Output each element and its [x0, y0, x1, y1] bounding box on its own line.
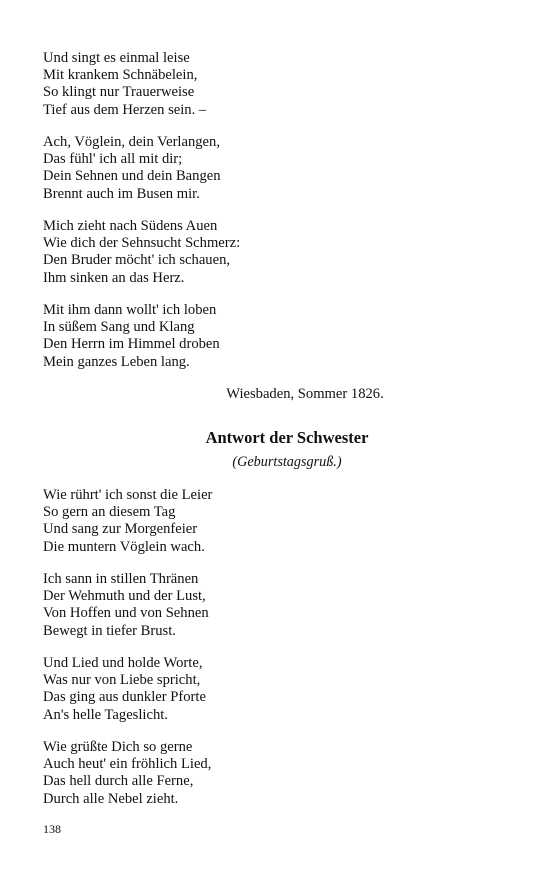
verse-line: Mein ganzes Leben lang. [43, 353, 190, 370]
verse-line: Und Lied und holde Worte, [43, 655, 203, 671]
verse-line: Tief aus dem Herzen sein. – [43, 101, 207, 118]
verse-line: Das hell durch alle Ferne, [43, 773, 194, 790]
stanza [43, 739, 211, 808]
verse-line: Mich zieht nach Südens Auen [43, 218, 218, 234]
verse-line: Und sang zur Morgenfeier [43, 521, 198, 538]
verse-line: Von Hoffen und von Sehnen [43, 605, 209, 622]
verse-line: Ihm sinken an das Herz. [43, 269, 185, 286]
verse-line: Und singt es einmal leise [43, 50, 190, 66]
verse-line: Das ging aus dunkler Pforte [43, 689, 206, 706]
verse-line: Durch alle Nebel zieht. [43, 790, 179, 807]
verse-line: Dein Sehnen und dein Bangen [43, 168, 221, 185]
stanza [43, 218, 240, 287]
poem-subtitle: (Geburtstagsgruß.) [232, 454, 342, 470]
stanza [43, 571, 209, 640]
stanza [43, 655, 206, 724]
stanza [43, 134, 221, 203]
place-date-signature: Wiesbaden, Sommer 1826. [226, 386, 384, 402]
verse-line: Den Herrn im Himmel droben [43, 336, 220, 353]
verse-line: Wie grüßte Dich so gerne [43, 739, 193, 755]
verse-line: Den Bruder möcht' ich schauen, [43, 252, 231, 269]
stanza [43, 302, 220, 371]
verse-line: So gern an diesem Tag [43, 504, 176, 521]
verse-line: So klingt nur Trauerweise [43, 84, 195, 101]
verse-line: Wie dich der Sehnsucht Schmerz: [43, 235, 241, 252]
verse-line: Bewegt in tiefer Brust. [43, 622, 176, 639]
verse-line: Brennt auch im Busen mir. [43, 185, 200, 202]
verse-line: Mit krankem Schnäbelein, [43, 67, 198, 84]
poem-title: Antwort der Schwester [205, 428, 369, 447]
verse-line: Mit ihm dann wollt' ich loben [43, 302, 217, 318]
page-number: 138 [43, 822, 61, 836]
stanza [43, 487, 212, 556]
verse-line: Das fühl' ich all mit dir; [43, 151, 183, 168]
verse-line: Auch heut' ein fröhlich Lied, [43, 756, 212, 773]
verse-line: Wie rührt' ich sonst die Leier [43, 487, 213, 503]
verse-line: Der Wehmuth und der Lust, [43, 588, 206, 605]
verse-line: Was nur von Liebe spricht, [43, 672, 201, 689]
verse-line: Ich sann in stillen Thränen [43, 571, 199, 587]
verse-line: An's helle Tageslicht. [43, 706, 168, 723]
stanza [43, 50, 206, 119]
verse-line: Ach, Vöglein, dein Verlangen, [43, 134, 220, 150]
verse-line: Die muntern Vöglein wach. [43, 538, 205, 555]
verse-line: In süßem Sang und Klang [43, 319, 195, 336]
